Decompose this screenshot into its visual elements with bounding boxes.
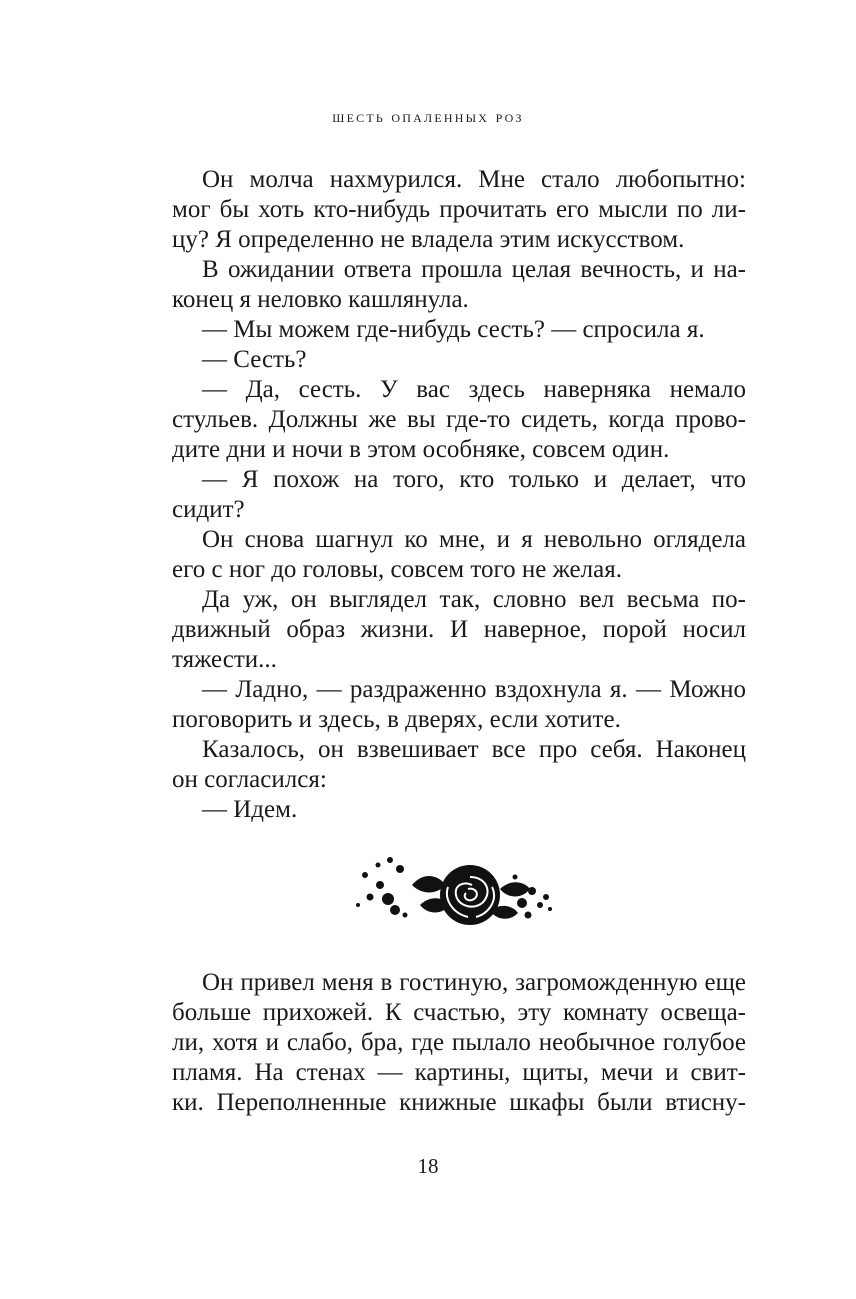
text-line: движный образ жизни. И наверное, порой носил <box>172 616 746 643</box>
text-line: мог бы хоть кто-нибудь прочитать его мысли по ли- <box>172 196 746 223</box>
text-line: пламя. На стенах — картины, щиты, мечи и свит- <box>172 1059 746 1086</box>
paragraph <box>172 968 746 1118</box>
text-line: Он привел меня в гостиную, загроможденную еще <box>202 969 746 996</box>
paragraph <box>172 675 746 735</box>
text-line: — Я похож на того, кто только и делает, что <box>202 466 746 493</box>
paragraph <box>172 255 746 315</box>
text-line: ки. Переполненные книжные шкафы были втисну- <box>172 1089 746 1116</box>
text-line: его с ног до головы, совсем того не желая. <box>172 556 622 583</box>
paragraph <box>172 165 746 255</box>
paragraph <box>172 375 746 465</box>
text-line: Да уж, он выглядел так, словно вел весьма по- <box>202 586 746 613</box>
text-line: цу? Я определенно не владела этим искусством. <box>172 226 685 253</box>
text-line: — Ладно, — раздраженно вздохнула я. — Можно <box>202 676 746 703</box>
running-head: шесть опаленных роз <box>332 107 524 126</box>
text-line: Казалось, он взвешивает все про себя. Наконец <box>202 736 746 763</box>
text-line: больше прихожей. К счастью, эту комнату освеща- <box>172 999 746 1026</box>
page-number: 18 <box>417 1154 439 1178</box>
text-line: тяжести... <box>172 646 277 673</box>
text-line: стульев. Должны же вы где-то сидеть, когда прово- <box>172 406 746 433</box>
text-line: — Да, сесть. У вас здесь наверняка немало <box>202 376 746 403</box>
paragraph <box>172 315 746 345</box>
paragraph <box>172 525 746 585</box>
paragraph <box>172 465 746 525</box>
text-section-1 <box>172 165 746 825</box>
text-line: ли, хотя и слабо, бра, где пылало необычное голубое <box>172 1029 746 1056</box>
paragraph <box>172 345 746 375</box>
rose-ornament-icon <box>350 855 560 935</box>
paragraph <box>172 735 746 795</box>
text-line: сидит? <box>172 496 245 523</box>
text-line: поговорить и здесь, в дверях, если хотите. <box>172 706 621 733</box>
text-line: — Идем. <box>202 796 298 823</box>
text-section-2 <box>172 968 746 1118</box>
text-line: конец я неловко кашлянула. <box>172 286 469 313</box>
text-line: — Сесть? <box>202 346 307 373</box>
text-line: дите дни и ночи в этом особняке, совсем один. <box>172 436 670 463</box>
text-line: он согласился: <box>172 766 327 793</box>
text-line: Он молча нахмурился. Мне стало любопытно: <box>202 166 746 193</box>
text-line: В ожидании ответа прошла целая вечность, и на- <box>202 256 746 283</box>
text-line: Он снова шагнул ко мне, и я невольно оглядела <box>202 526 746 553</box>
text-line: — Мы можем где-нибудь сесть? — спросила я. <box>202 316 705 343</box>
paragraph <box>172 795 746 825</box>
paragraph <box>172 585 746 675</box>
